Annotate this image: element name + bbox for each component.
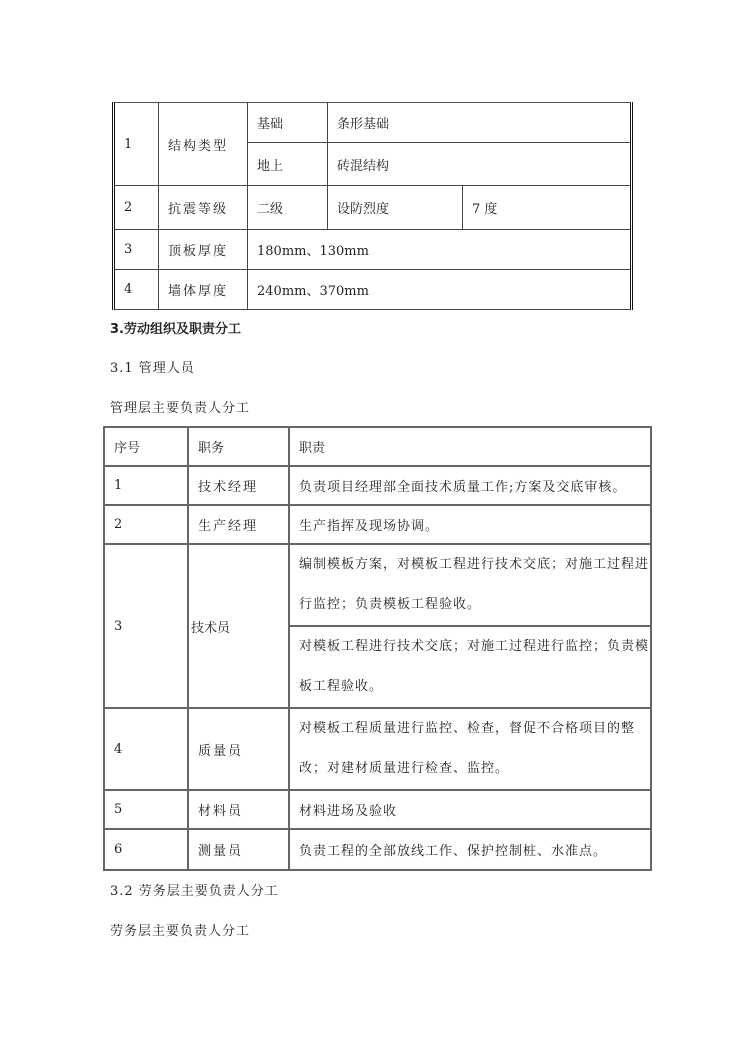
header-cell: 职责 <box>289 427 651 466</box>
sub-value: 7 度 <box>463 186 632 230</box>
table-header-row <box>104 427 651 466</box>
sub-value: 砖混结构 <box>328 143 632 186</box>
item-label: 抗震等级 <box>159 186 248 230</box>
item-label: 墙体厚度 <box>159 270 248 310</box>
table-row <box>104 466 651 505</box>
sub-label: 地上 <box>248 143 328 186</box>
table-caption: 劳务层主要负责人分工 <box>110 924 251 939</box>
role: 技术经理 <box>188 466 289 505</box>
sub-label: 设防烈度 <box>328 186 463 230</box>
table-row <box>114 186 632 230</box>
role: 测量员 <box>188 829 289 870</box>
duty: 负责工程的全部放线工作、保护控制桩、水准点。 <box>289 829 651 870</box>
row-number: 3 <box>114 230 159 270</box>
item-value: 240mm、370mm <box>248 270 632 310</box>
table-row <box>114 230 632 270</box>
row-number: 2 <box>104 505 188 544</box>
header-cell: 职务 <box>188 427 289 466</box>
row-number: 5 <box>104 790 188 829</box>
duty: 生产指挥及现场协调。 <box>289 505 651 544</box>
role: 生产经理 <box>188 505 289 544</box>
table-row <box>104 544 651 626</box>
grade-value: 二级 <box>248 186 328 230</box>
row-number: 4 <box>104 708 188 790</box>
item-value: 180mm、130mm <box>248 230 632 270</box>
row-number: 2 <box>114 186 159 230</box>
duty: 对模板工程质量进行监控、检查，督促不合格项目的整改；对建材质量进行检查、监控。 <box>289 708 651 790</box>
header-cell: 序号 <box>104 427 188 466</box>
role: 材料员 <box>188 790 289 829</box>
table-row <box>114 270 632 310</box>
table-caption: 管理层主要负责人分工 <box>110 401 251 416</box>
table-row <box>104 829 651 870</box>
role: 技术员 <box>188 544 289 708</box>
role: 质量员 <box>188 708 289 790</box>
subsection-heading: 3.2 劳务层主要负责人分工 <box>110 884 279 899</box>
section-heading: 3.劳动组织及职责分工 <box>110 322 241 337</box>
row-number: 6 <box>104 829 188 870</box>
sub-value: 条形基础 <box>328 103 632 143</box>
duty: 编制模板方案，对模板工程进行技术交底；对施工过程进行监控；负责模板工程验收。 <box>289 544 651 626</box>
row-number: 3 <box>104 544 188 708</box>
item-label: 顶板厚度 <box>159 230 248 270</box>
duty: 材料进场及验收 <box>289 790 651 829</box>
table-row <box>104 790 651 829</box>
management-table <box>103 426 652 871</box>
duty: 负责项目经理部全面技术质量工作;方案及交底审核。 <box>289 466 651 505</box>
table-row <box>104 708 651 790</box>
table-row <box>104 505 651 544</box>
row-number: 1 <box>104 466 188 505</box>
row-number: 1 <box>114 103 159 186</box>
sub-label: 基础 <box>248 103 328 143</box>
duty: 对模板工程进行技术交底；对施工过程进行监控；负责模板工程验收。 <box>289 626 651 708</box>
item-label: 结构类型 <box>159 103 248 186</box>
table-row <box>114 103 632 143</box>
row-number: 4 <box>114 270 159 310</box>
structure-table <box>112 102 633 310</box>
subsection-heading: 3.1 管理人员 <box>110 361 195 376</box>
